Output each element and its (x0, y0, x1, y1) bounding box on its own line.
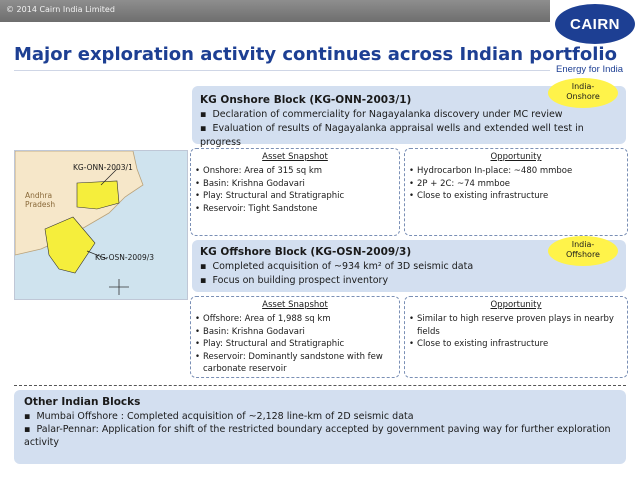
asset-item: • Play: Structural and Stratigraphic (195, 338, 399, 351)
offshore-heading: KG Offshore Block (KG-OSN-2009/3) (200, 246, 412, 258)
other-bullet: ▪ Mumbai Offshore : Completed acquisition of ~2,128 line-km of 2D seismic data (24, 410, 616, 423)
opportunity-item: • Similar to high reserve proven plays in nearby fields (409, 313, 627, 338)
asset-item: • Basin: Krishna Godavari (195, 178, 399, 191)
page-title: Major exploration activity continues across Indian portfolio (14, 44, 617, 65)
asset-snapshot-caption: Asset Snapshot (262, 300, 328, 310)
asset-item: • Basin: Krishna Godavari (195, 326, 399, 339)
offshore-bullets (200, 260, 473, 288)
onshore-bullet: ▪ Declaration of commerciality for Nagayalanka discovery under MC review (200, 108, 626, 122)
top-bar (0, 0, 550, 22)
tag-line: India- (571, 82, 595, 91)
offshore-bullet: ▪ Completed acquisition of ~934 km² of 3D seismic data (200, 260, 473, 274)
offshore-opportunity (404, 296, 628, 378)
copyright-text: © 2014 Cairn India Limited (6, 5, 115, 14)
tag-line: Onshore (566, 92, 600, 101)
other-blocks-bullets (24, 410, 616, 449)
map-region-label (25, 191, 55, 209)
opportunity-item: • Hydrocarbon In-place: ~480 mmboe (409, 165, 627, 178)
asset-list (195, 313, 399, 376)
offshore-asset-snapshot (190, 296, 400, 378)
onshore-opportunity (404, 148, 628, 236)
asset-snapshot-caption: Asset Snapshot (262, 152, 328, 162)
tag-india-offshore (548, 236, 618, 266)
onshore-bullets (200, 108, 626, 150)
asset-item: • Offshore: Area of 1,988 sq km (195, 313, 399, 326)
section-separator (14, 385, 626, 386)
opportunity-caption: Opportunity (490, 152, 542, 162)
opportunity-item: • Close to existing infrastructure (409, 190, 627, 203)
asset-list (195, 165, 399, 215)
opportunity-caption: Opportunity (490, 300, 542, 310)
logo-tagline: Energy for India (556, 64, 624, 75)
opportunity-list (409, 313, 627, 351)
asset-item: • Reservoir: Dominantly sandstone with few carbonate reservoir (195, 351, 399, 376)
tag-line: Offshore (566, 250, 600, 259)
other-blocks-heading: Other Indian Blocks (24, 396, 141, 408)
other-blocks-panel (14, 390, 626, 464)
map-graphic (15, 151, 187, 299)
offshore-bullet: ▪ Focus on building prospect inventory (200, 274, 473, 288)
kg-basin-map (14, 150, 188, 300)
title-divider (14, 70, 550, 71)
tag-india-onshore (548, 78, 618, 108)
map-label-onshore: KG-ONN-2003/1 (73, 163, 133, 172)
region-line-2: Pradesh (25, 200, 56, 209)
onshore-asset-snapshot (190, 148, 400, 236)
other-bullet: ▪ Palar-Pennar: Application for shift of the restricted boundary accepted by government paving way for further exploration activity (24, 423, 616, 449)
onshore-bullet: ▪ Evaluation of results of Nagayalanka appraisal wells and extended well test in progress (200, 122, 626, 150)
opportunity-item: • 2P + 2C: ~74 mmboe (409, 178, 627, 191)
asset-item: • Play: Structural and Stratigraphic (195, 190, 399, 203)
logo-oval (555, 4, 635, 44)
asset-item: • Reservoir: Tight Sandstone (195, 203, 399, 216)
onshore-heading: KG Onshore Block (KG-ONN-2003/1) (200, 94, 412, 106)
map-label-offshore: KG-OSN-2009/3 (95, 253, 155, 262)
opportunity-item: • Close to existing infrastructure (409, 338, 627, 351)
logo-text: CAIRN (570, 16, 620, 33)
asset-item: • Onshore: Area of 315 sq km (195, 165, 399, 178)
tag-line: India- (571, 240, 595, 249)
onshore-block-shape (77, 181, 119, 209)
region-line-1: Andhra (25, 191, 53, 200)
opportunity-list (409, 165, 627, 203)
